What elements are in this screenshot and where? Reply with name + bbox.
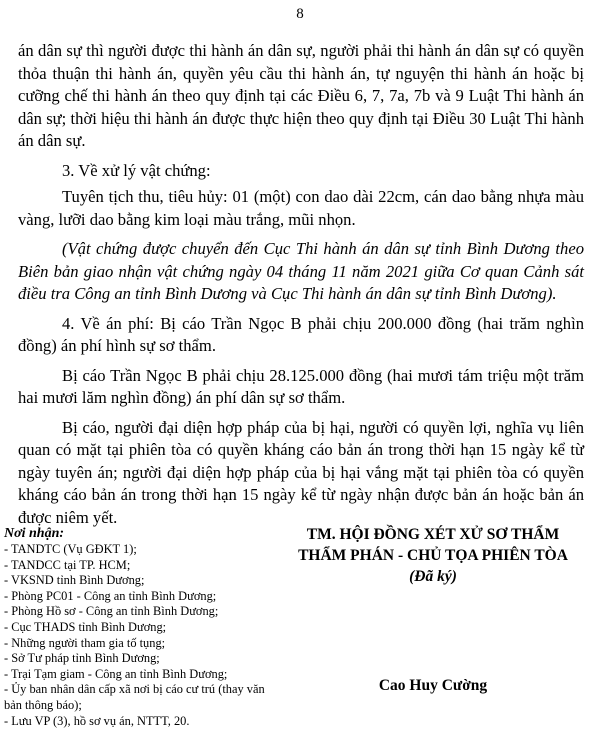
recipient-item: - Phòng Hồ sơ - Công an tỉnh Bình Dương; xyxy=(4,604,219,619)
signer-name: Cao Huy Cường xyxy=(378,677,488,694)
paragraph-enforcement-rights: án dân sự thì người được thi hành án dân sự, người phải thi hành án dân sự có quyền thỏa thuận thi hành án, quyền yêu cầu thi hành án, tự nguyện thi hành án hoặc bị cưỡng chế thi hành án theo quy định tại các Điều 6, 7, 7a, 7b và 9 Luật Thi hành án dân sự; thời hiệu thi hành án được thực hiện theo quy định tại Điều 30 Luật Thi hành án dân sự. xyxy=(18,41,584,150)
paragraph-evidence-destruction: Tuyên tịch thu, tiêu hủy: 01 (một) con dao dài 22cm, cán dao bằng nhựa màu vàng, lưỡi dao bằng kim loại màu trắng, mũi nhọn. xyxy=(18,187,584,229)
recipients-block xyxy=(4,525,279,729)
signature-block xyxy=(283,524,583,587)
signature-council-title: TM. HỘI ĐỒNG XÉT XỬ SƠ THẨM xyxy=(306,526,560,543)
signature-signed-note: (Đã ký) xyxy=(409,568,457,585)
paragraph-criminal-court-fee: 4. Về án phí: Bị cáo Trần Ngọc B phải chịu 200.000 đồng (hai trăm nghìn đồng) án phí hình sự sơ thẩm. xyxy=(18,313,584,355)
recipient-item: - Sở Tư pháp tỉnh Bình Dương; xyxy=(4,651,160,666)
recipient-item: - Phòng PC01 - Công an tỉnh Bình Dương; xyxy=(4,588,217,603)
recipient-item: - Cục THADS tỉnh Bình Dương; xyxy=(4,619,167,634)
recipient-item: - Lưu VP (3), hồ sơ vụ án, NTTT, 20. xyxy=(4,713,190,728)
recipient-item: - Ủy ban nhân dân cấp xã nơi bị cáo cư trú (thay văn bản thông báo); xyxy=(4,682,265,712)
recipient-item: - Những người tham gia tố tụng; xyxy=(4,635,166,650)
recipient-item: - TANDTC (Vụ GĐKT 1); xyxy=(4,542,137,556)
recipient-item: - Trại Tạm giam - Công an tỉnh Bình Dương; xyxy=(4,666,228,681)
paragraph-civil-court-fee: Bị cáo Trần Ngọc B phải chịu 28.125.000 đồng (hai mươi tám triệu một trăm hai mươi lăm nghìn đồng) án phí dân sự sơ thẩm. xyxy=(18,365,584,407)
signature-judge-title: THẨM PHÁN - CHỦ TỌA PHIÊN TÒA xyxy=(298,547,568,564)
recipient-item: - VKSND tỉnh Bình Dương; xyxy=(4,573,145,588)
paragraph-evidence-transfer-note: (Vật chứng được chuyển đến Cục Thi hành án dân sự tỉnh Bình Dương theo Biên bản giao nhận vật chứng ngày 04 tháng 11 năm 2021 giữa Cơ quan Cảnh sát điều tra Công an tỉnh Bình Dương và Cục Thi hành án dân sự tỉnh Bình Dương). xyxy=(18,239,584,303)
document-footer xyxy=(0,517,600,746)
paragraph-appeal-rights: Bị cáo, người đại diện hợp pháp của bị hại, người có quyền lợi, nghĩa vụ liên quan có mặt tại phiên tòa có quyền kháng cáo bản án trong thời hạn 15 ngày kể từ ngày tuyên án; người đại diện hợp pháp của bị hại vắng mặt tại phiên tòa có quyền kháng cáo bản án trong thời hạn 15 ngày kể từ ngày nhận được bản án hoặc bản án được niêm yết. xyxy=(18,417,584,527)
page-number: 8 xyxy=(296,6,304,22)
document-body xyxy=(18,40,584,536)
recipients-title: Nơi nhận: xyxy=(4,526,65,541)
recipient-item: - TANDCC tại TP. HCM; xyxy=(4,557,131,572)
recipients-list xyxy=(4,542,279,729)
heading-evidence-handling: 3. Về xử lý vật chứng: xyxy=(62,160,211,180)
